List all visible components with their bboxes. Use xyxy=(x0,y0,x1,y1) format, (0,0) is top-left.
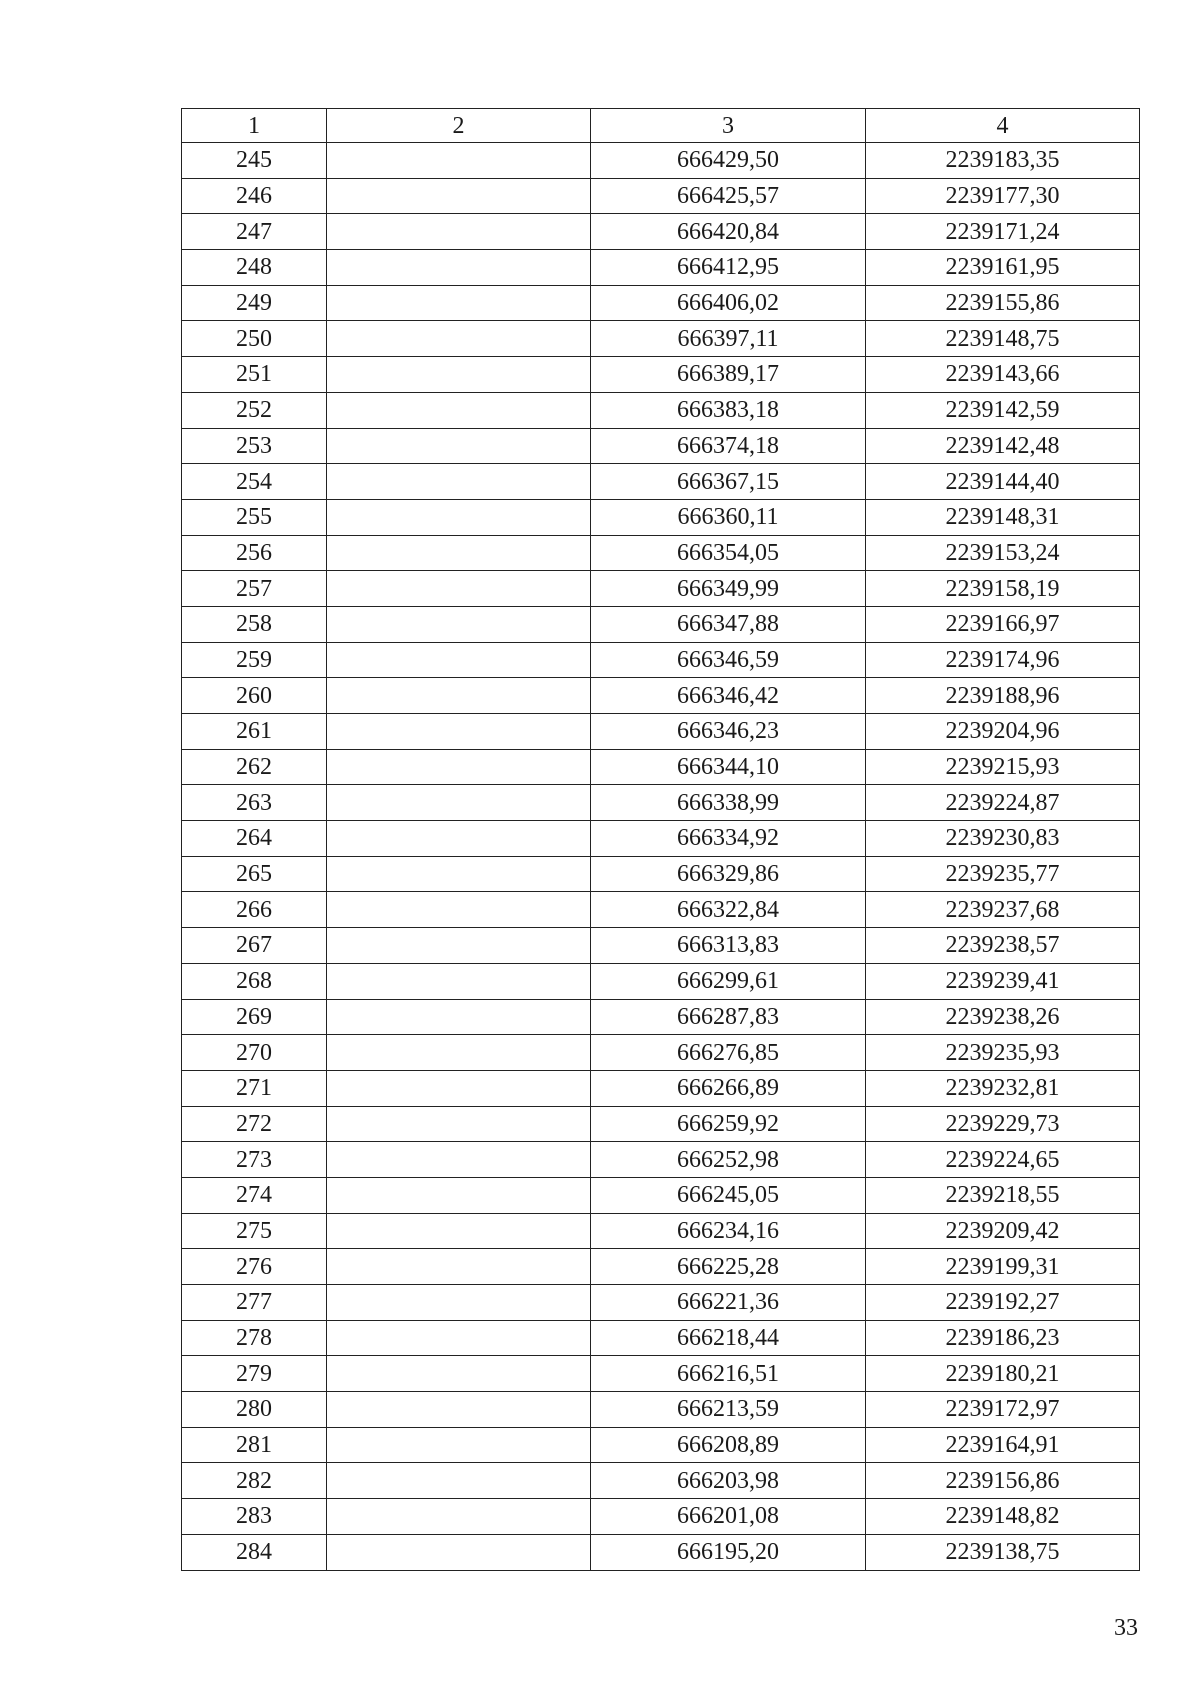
point-number-cell: 262 xyxy=(182,749,327,785)
coordinates-table xyxy=(181,108,1140,1571)
point-number-cell: 278 xyxy=(182,1320,327,1356)
description-cell xyxy=(327,535,591,571)
table-row xyxy=(182,285,1140,321)
y-coordinate-cell: 2239224,65 xyxy=(866,1142,1140,1178)
description-cell xyxy=(327,963,591,999)
description-cell xyxy=(327,357,591,393)
point-number-cell: 255 xyxy=(182,499,327,535)
point-number-cell: 272 xyxy=(182,1106,327,1142)
description-cell xyxy=(327,1035,591,1071)
y-coordinate-cell: 2239142,59 xyxy=(866,392,1140,428)
y-coordinate-cell: 2239143,66 xyxy=(866,357,1140,393)
y-coordinate-cell: 2239230,83 xyxy=(866,821,1140,857)
table-row xyxy=(182,749,1140,785)
description-cell xyxy=(327,785,591,821)
table-row xyxy=(182,1070,1140,1106)
table-row xyxy=(182,214,1140,250)
x-coordinate-cell: 666322,84 xyxy=(591,892,866,928)
x-coordinate-cell: 666259,92 xyxy=(591,1106,866,1142)
x-coordinate-cell: 666195,20 xyxy=(591,1534,866,1570)
y-coordinate-cell: 2239209,42 xyxy=(866,1213,1140,1249)
table-row xyxy=(182,499,1140,535)
table-row xyxy=(182,464,1140,500)
point-number-cell: 271 xyxy=(182,1070,327,1106)
y-coordinate-cell: 2239232,81 xyxy=(866,1070,1140,1106)
x-coordinate-cell: 666287,83 xyxy=(591,999,866,1035)
y-coordinate-cell: 2239199,31 xyxy=(866,1249,1140,1285)
description-cell xyxy=(327,214,591,250)
x-coordinate-cell: 666234,16 xyxy=(591,1213,866,1249)
description-cell xyxy=(327,1070,591,1106)
point-number-cell: 275 xyxy=(182,1213,327,1249)
table-row xyxy=(182,1249,1140,1285)
y-coordinate-cell: 2239174,96 xyxy=(866,642,1140,678)
table-row xyxy=(182,821,1140,857)
table-row xyxy=(182,143,1140,179)
point-number-cell: 269 xyxy=(182,999,327,1035)
description-cell xyxy=(327,250,591,286)
x-coordinate-cell: 666367,15 xyxy=(591,464,866,500)
y-coordinate-cell: 2239237,68 xyxy=(866,892,1140,928)
table-row xyxy=(182,392,1140,428)
table-row xyxy=(182,642,1140,678)
table-row xyxy=(182,1177,1140,1213)
x-coordinate-cell: 666334,92 xyxy=(591,821,866,857)
y-coordinate-cell: 2239224,87 xyxy=(866,785,1140,821)
table-row xyxy=(182,428,1140,464)
table-row xyxy=(182,714,1140,750)
x-coordinate-cell: 666299,61 xyxy=(591,963,866,999)
x-coordinate-cell: 666216,51 xyxy=(591,1356,866,1392)
point-number-cell: 260 xyxy=(182,678,327,714)
y-coordinate-cell: 2239153,24 xyxy=(866,535,1140,571)
x-coordinate-cell: 666429,50 xyxy=(591,143,866,179)
point-number-cell: 258 xyxy=(182,606,327,642)
description-cell xyxy=(327,1427,591,1463)
x-coordinate-cell: 666346,42 xyxy=(591,678,866,714)
description-cell xyxy=(327,499,591,535)
point-number-cell: 246 xyxy=(182,178,327,214)
description-cell xyxy=(327,856,591,892)
point-number-cell: 248 xyxy=(182,250,327,286)
y-coordinate-cell: 2239186,23 xyxy=(866,1320,1140,1356)
point-number-cell: 277 xyxy=(182,1285,327,1321)
table-row xyxy=(182,1142,1140,1178)
y-coordinate-cell: 2239172,97 xyxy=(866,1392,1140,1428)
table-row xyxy=(182,571,1140,607)
y-coordinate-cell: 2239156,86 xyxy=(866,1463,1140,1499)
table-row xyxy=(182,892,1140,928)
description-cell xyxy=(327,1392,591,1428)
y-coordinate-cell: 2239148,82 xyxy=(866,1499,1140,1535)
point-number-cell: 279 xyxy=(182,1356,327,1392)
x-coordinate-cell: 666252,98 xyxy=(591,1142,866,1178)
point-number-cell: 267 xyxy=(182,928,327,964)
x-coordinate-cell: 666203,98 xyxy=(591,1463,866,1499)
description-cell xyxy=(327,143,591,179)
x-coordinate-cell: 666208,89 xyxy=(591,1427,866,1463)
y-coordinate-cell: 2239192,27 xyxy=(866,1285,1140,1321)
description-cell xyxy=(327,1534,591,1570)
y-coordinate-cell: 2239238,57 xyxy=(866,928,1140,964)
y-coordinate-cell: 2239183,35 xyxy=(866,143,1140,179)
point-number-cell: 270 xyxy=(182,1035,327,1071)
description-cell xyxy=(327,1320,591,1356)
table-row xyxy=(182,856,1140,892)
description-cell xyxy=(327,1142,591,1178)
y-coordinate-cell: 2239164,91 xyxy=(866,1427,1140,1463)
description-cell xyxy=(327,1356,591,1392)
point-number-cell: 254 xyxy=(182,464,327,500)
description-cell xyxy=(327,821,591,857)
point-number-cell: 263 xyxy=(182,785,327,821)
point-number-cell: 251 xyxy=(182,357,327,393)
x-coordinate-cell: 666276,85 xyxy=(591,1035,866,1071)
point-number-cell: 268 xyxy=(182,963,327,999)
point-number-cell: 280 xyxy=(182,1392,327,1428)
point-number-cell: 265 xyxy=(182,856,327,892)
description-cell xyxy=(327,642,591,678)
table-row xyxy=(182,321,1140,357)
description-cell xyxy=(327,999,591,1035)
x-coordinate-cell: 666425,57 xyxy=(591,178,866,214)
point-number-cell: 259 xyxy=(182,642,327,678)
y-coordinate-cell: 2239204,96 xyxy=(866,714,1140,750)
description-cell xyxy=(327,464,591,500)
description-cell xyxy=(327,1249,591,1285)
table-row xyxy=(182,535,1140,571)
page-number: 33 xyxy=(1114,1615,1138,1641)
y-coordinate-cell: 2239177,30 xyxy=(866,178,1140,214)
table-row xyxy=(182,678,1140,714)
point-number-cell: 247 xyxy=(182,214,327,250)
y-coordinate-cell: 2239229,73 xyxy=(866,1106,1140,1142)
y-coordinate-cell: 2239215,93 xyxy=(866,749,1140,785)
description-cell xyxy=(327,321,591,357)
y-coordinate-cell: 2239144,40 xyxy=(866,464,1140,500)
table-row xyxy=(182,1427,1140,1463)
point-number-cell: 257 xyxy=(182,571,327,607)
table-row xyxy=(182,1499,1140,1535)
y-coordinate-cell: 2239238,26 xyxy=(866,999,1140,1035)
table-row xyxy=(182,1534,1140,1570)
point-number-cell: 252 xyxy=(182,392,327,428)
table-row xyxy=(182,178,1140,214)
x-coordinate-cell: 666383,18 xyxy=(591,392,866,428)
x-coordinate-cell: 666420,84 xyxy=(591,214,866,250)
column-header-1: 1 xyxy=(182,109,327,143)
table-row xyxy=(182,1213,1140,1249)
y-coordinate-cell: 2239142,48 xyxy=(866,428,1140,464)
description-cell xyxy=(327,1285,591,1321)
description-cell xyxy=(327,178,591,214)
y-coordinate-cell: 2239158,19 xyxy=(866,571,1140,607)
table-row xyxy=(182,606,1140,642)
y-coordinate-cell: 2239235,93 xyxy=(866,1035,1140,1071)
table-row xyxy=(182,1463,1140,1499)
table-row xyxy=(182,1285,1140,1321)
x-coordinate-cell: 666389,17 xyxy=(591,357,866,393)
description-cell xyxy=(327,892,591,928)
x-coordinate-cell: 666218,44 xyxy=(591,1320,866,1356)
x-coordinate-cell: 666329,86 xyxy=(591,856,866,892)
point-number-cell: 284 xyxy=(182,1534,327,1570)
description-cell xyxy=(327,1177,591,1213)
x-coordinate-cell: 666406,02 xyxy=(591,285,866,321)
x-coordinate-cell: 666266,89 xyxy=(591,1070,866,1106)
description-cell xyxy=(327,714,591,750)
x-coordinate-cell: 666412,95 xyxy=(591,250,866,286)
x-coordinate-cell: 666347,88 xyxy=(591,606,866,642)
point-number-cell: 281 xyxy=(182,1427,327,1463)
description-cell xyxy=(327,1463,591,1499)
y-coordinate-cell: 2239138,75 xyxy=(866,1534,1140,1570)
table-row xyxy=(182,963,1140,999)
description-cell xyxy=(327,285,591,321)
point-number-cell: 273 xyxy=(182,1142,327,1178)
table-row xyxy=(182,1320,1140,1356)
point-number-cell: 249 xyxy=(182,285,327,321)
y-coordinate-cell: 2239161,95 xyxy=(866,250,1140,286)
x-coordinate-cell: 666221,36 xyxy=(591,1285,866,1321)
x-coordinate-cell: 666397,11 xyxy=(591,321,866,357)
description-cell xyxy=(327,678,591,714)
x-coordinate-cell: 666374,18 xyxy=(591,428,866,464)
column-header-3: 3 xyxy=(591,109,866,143)
point-number-cell: 245 xyxy=(182,143,327,179)
y-coordinate-cell: 2239218,55 xyxy=(866,1177,1140,1213)
description-cell xyxy=(327,571,591,607)
point-number-cell: 256 xyxy=(182,535,327,571)
point-number-cell: 250 xyxy=(182,321,327,357)
y-coordinate-cell: 2239155,86 xyxy=(866,285,1140,321)
description-cell xyxy=(327,1106,591,1142)
y-coordinate-cell: 2239166,97 xyxy=(866,606,1140,642)
table-body xyxy=(182,143,1140,1571)
x-coordinate-cell: 666338,99 xyxy=(591,785,866,821)
table-row xyxy=(182,357,1140,393)
point-number-cell: 282 xyxy=(182,1463,327,1499)
x-coordinate-cell: 666225,28 xyxy=(591,1249,866,1285)
x-coordinate-cell: 666313,83 xyxy=(591,928,866,964)
column-header-4: 4 xyxy=(866,109,1140,143)
x-coordinate-cell: 666349,99 xyxy=(591,571,866,607)
table-row xyxy=(182,1392,1140,1428)
y-coordinate-cell: 2239188,96 xyxy=(866,678,1140,714)
x-coordinate-cell: 666346,59 xyxy=(591,642,866,678)
description-cell xyxy=(327,928,591,964)
table-row xyxy=(182,928,1140,964)
table-row xyxy=(182,250,1140,286)
x-coordinate-cell: 666245,05 xyxy=(591,1177,866,1213)
point-number-cell: 266 xyxy=(182,892,327,928)
table-row xyxy=(182,1106,1140,1142)
x-coordinate-cell: 666360,11 xyxy=(591,499,866,535)
description-cell xyxy=(327,1499,591,1535)
y-coordinate-cell: 2239148,31 xyxy=(866,499,1140,535)
y-coordinate-cell: 2239148,75 xyxy=(866,321,1140,357)
point-number-cell: 253 xyxy=(182,428,327,464)
x-coordinate-cell: 666354,05 xyxy=(591,535,866,571)
point-number-cell: 261 xyxy=(182,714,327,750)
description-cell xyxy=(327,392,591,428)
point-number-cell: 276 xyxy=(182,1249,327,1285)
description-cell xyxy=(327,606,591,642)
description-cell xyxy=(327,428,591,464)
description-cell xyxy=(327,1213,591,1249)
table-row xyxy=(182,1356,1140,1392)
y-coordinate-cell: 2239171,24 xyxy=(866,214,1140,250)
column-header-2: 2 xyxy=(327,109,591,143)
description-cell xyxy=(327,749,591,785)
x-coordinate-cell: 666344,10 xyxy=(591,749,866,785)
x-coordinate-cell: 666201,08 xyxy=(591,1499,866,1535)
y-coordinate-cell: 2239180,21 xyxy=(866,1356,1140,1392)
table-row xyxy=(182,785,1140,821)
x-coordinate-cell: 666346,23 xyxy=(591,714,866,750)
table-header-row xyxy=(182,109,1140,143)
point-number-cell: 283 xyxy=(182,1499,327,1535)
point-number-cell: 274 xyxy=(182,1177,327,1213)
point-number-cell: 264 xyxy=(182,821,327,857)
y-coordinate-cell: 2239235,77 xyxy=(866,856,1140,892)
y-coordinate-cell: 2239239,41 xyxy=(866,963,1140,999)
table-row xyxy=(182,1035,1140,1071)
x-coordinate-cell: 666213,59 xyxy=(591,1392,866,1428)
table-row xyxy=(182,999,1140,1035)
